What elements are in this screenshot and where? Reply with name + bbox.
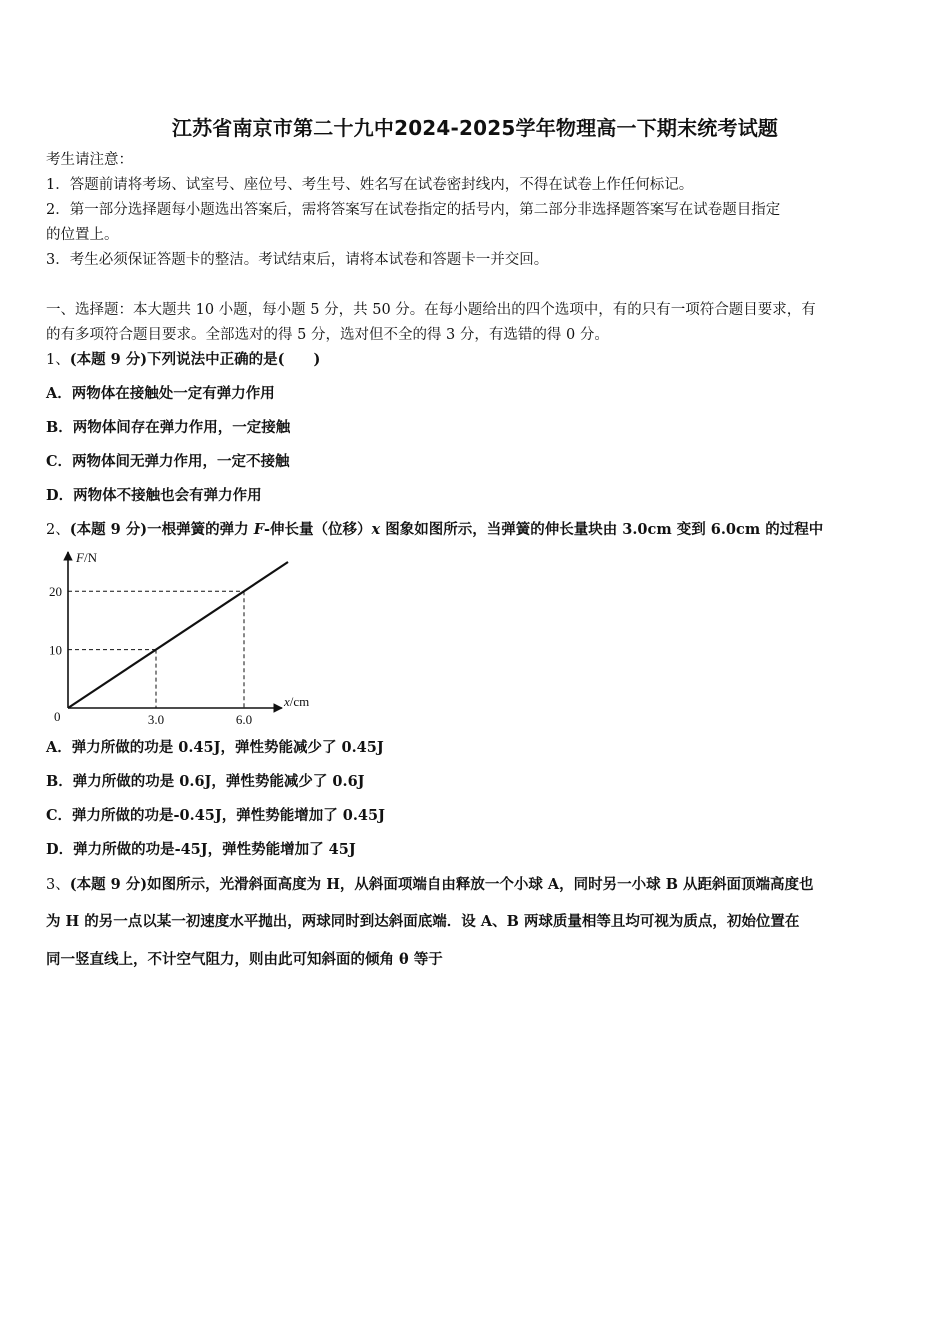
q1-stem-text: (本题 9 分)下列说法中正确的是( ) (69, 351, 321, 368)
x-tick-label: 3.0 (147, 712, 165, 727)
q3-number: 3、 (46, 877, 70, 893)
notice-item-2-cont: 的位置上。 (46, 227, 119, 243)
q2-stem (46, 520, 908, 540)
q2-option-b: B．弹力所做的功是 0.6J，弹性势能减少了 0.6J (46, 773, 365, 790)
q2-option-d: D．弹力所做的功是-45J，弹性势能增加了 45J (46, 841, 356, 858)
x-tick-label: 6.0 (235, 712, 253, 727)
exam-title: 江苏省南京市第二十九中2024-2025学年物理高一下期末统考试题 (171, 116, 779, 140)
y-tick-label: 10 (49, 642, 62, 658)
q1-option-a: A．两物体在接触处一定有弹力作用 (46, 385, 275, 402)
q3-stem-line1 (46, 875, 908, 895)
q2-option-a: A．弹力所做的功是 0.45J，弹性势能减少了 0.45J (46, 739, 384, 756)
q2-option-c: C．弹力所做的功是-0.45J，弹性势能增加了 0.45J (46, 807, 385, 824)
spring-force-chart (40, 546, 330, 736)
q1-option-d: D．两物体不接触也会有弹力作用 (46, 487, 262, 504)
section1-line1: 一、选择题：本大题共 10 小题，每小题 5 分，共 50 分。在每小题给出的四个选项中，有的只有一项符合题目要求，有 (46, 302, 816, 318)
q1-stem (46, 350, 908, 370)
q2-stem-x: x (371, 521, 381, 538)
y-axis-label: F/N (76, 550, 97, 565)
y-tick-label: 20 (49, 584, 62, 600)
q2-stem-b: -伸长量（位移） (264, 521, 372, 538)
x-axis-label: x/cm (284, 694, 310, 709)
q2-stem-c: 图象如图所示，当弹簧的伸长量块由 3.0cm 变到 6.0cm 的过程中 (380, 521, 824, 538)
notice-item-2: 2．第一部分选择题每小题选出答案后，需将答案写在试卷指定的括号内，第二部分非选择题答案写在试卷题目指定 (46, 202, 781, 218)
notice-item-1: 1．答题前请将考场、试室号、座位号、考生号、姓名写在试卷密封线内，不得在试卷上作任何标记。 (46, 177, 694, 193)
q2-number: 2、 (46, 522, 70, 538)
series-line (68, 562, 288, 708)
origin-label: 0 (54, 709, 61, 724)
notice-heading: 考生请注意： (46, 152, 133, 168)
q1-option-c: C．两物体间无弹力作用，一定不接触 (46, 453, 290, 470)
q3-stem-line3: 同一竖直线上，不计空气阻力，则由此可知斜面的倾角 θ 等于 (46, 951, 443, 968)
q2-stem-f: F (253, 521, 264, 538)
section1-line2: 的有多项符合题目要求。全部选对的得 5 分，选对但不全的得 3 分，有选错的得 0 分。 (46, 327, 609, 343)
q2-stem-a: (本题 9 分)一根弹簧的弹力 (69, 521, 254, 538)
notice-item-3: 3．考生必须保证答题卡的整洁。考试结束后，请将本试卷和答题卡一并交回。 (46, 252, 549, 268)
q3-stem-text: (本题 9 分)如图所示，光滑斜面高度为 H，从斜面项端自由释放一个小球 A，同时另一小球 B 从距斜面顶端高度也 (69, 876, 814, 893)
q1-number: 1、 (46, 352, 70, 368)
q1-option-b: B．两物体间存在弹力作用，一定接触 (46, 419, 291, 436)
q3-stem-line2: 为 H 的另一点以某一初速度水平抛出，两球同时到达斜面底端．设 A、B 两球质量相等且均可视为质点，初始位置在 (46, 913, 800, 930)
